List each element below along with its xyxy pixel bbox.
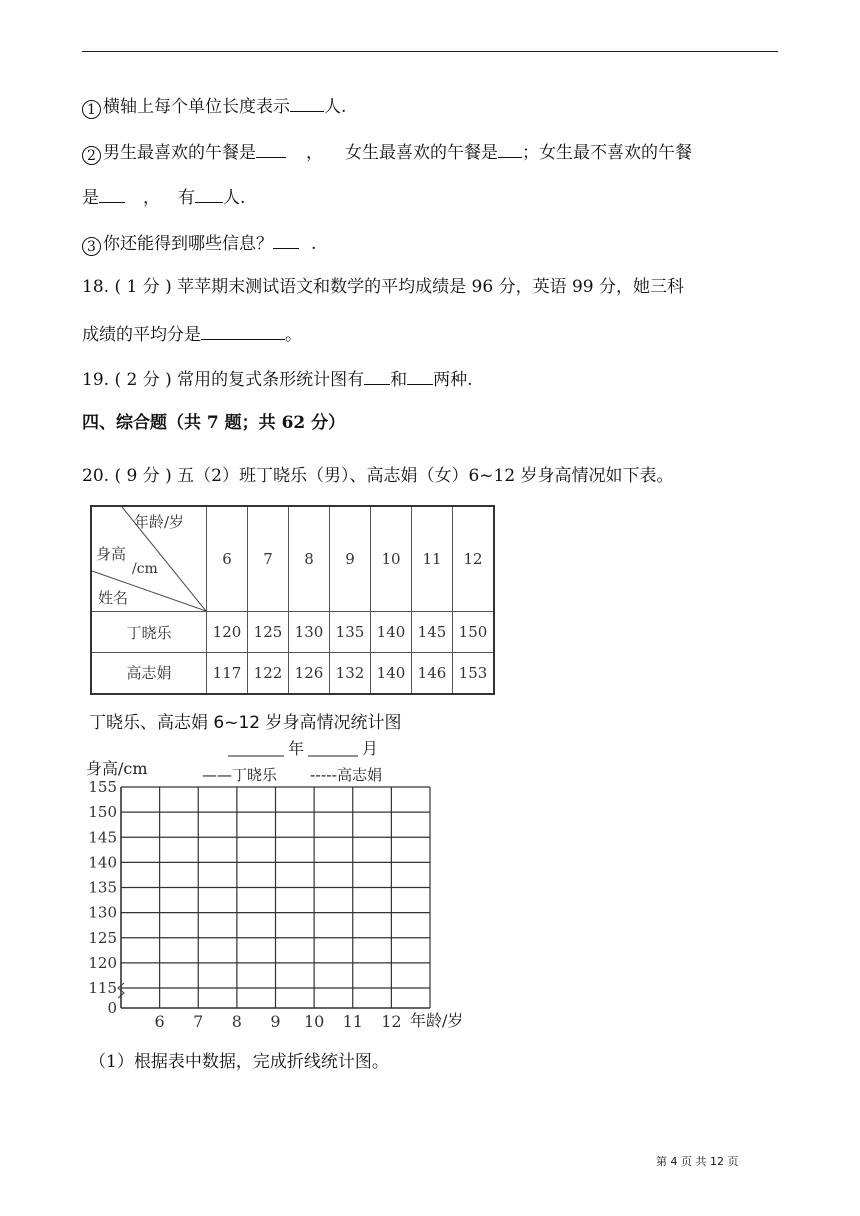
circled-number: 1 bbox=[82, 100, 101, 119]
date-month-label: 月 bbox=[362, 739, 379, 758]
legend-girl: -----高志娟 bbox=[310, 766, 383, 784]
q17-item-2-cont: 是 ， 有 人. bbox=[82, 185, 245, 209]
answer-blank[interactable] bbox=[364, 367, 390, 385]
y-tick-label: 125 bbox=[88, 928, 117, 947]
axis-break-mark bbox=[118, 983, 124, 998]
age-header: 6 bbox=[207, 506, 248, 612]
row-name: 高志娟 bbox=[91, 653, 207, 694]
table-cell: 140 bbox=[371, 653, 412, 694]
age-header: 8 bbox=[289, 506, 330, 612]
legend-boy: ——丁晓乐 bbox=[202, 766, 278, 784]
corner-age-label: 年龄/岁 bbox=[134, 513, 185, 531]
corner-height-label: 身高 bbox=[96, 545, 127, 563]
answer-blank[interactable] bbox=[201, 322, 285, 340]
q19-line: 19. ( 2 分 ) 常用的复式条形统计图有 和 两种. bbox=[82, 367, 473, 391]
answer-blank[interactable] bbox=[256, 140, 286, 158]
table-cell: 153 bbox=[453, 653, 495, 694]
table-cell: 135 bbox=[330, 612, 371, 653]
y-tick-label: 145 bbox=[88, 828, 117, 847]
table-cell: 126 bbox=[289, 653, 330, 694]
table-cell: 120 bbox=[207, 612, 248, 653]
y-tick-label: 120 bbox=[88, 953, 117, 972]
age-header: 12 bbox=[453, 506, 495, 612]
x-axis-label: 年龄/岁 bbox=[410, 1011, 464, 1030]
x-tick-label: 10 bbox=[303, 1012, 325, 1031]
age-header: 9 bbox=[330, 506, 371, 612]
corner-cell bbox=[91, 506, 207, 612]
chart-title: 丁晓乐、高志娟 6~12 岁身高情况统计图 bbox=[89, 713, 402, 733]
corner-name-label: 姓名 bbox=[98, 589, 129, 607]
y-tick-label: 115 bbox=[88, 979, 117, 997]
y-tick-label: 130 bbox=[88, 903, 117, 922]
answer-blank[interactable] bbox=[99, 185, 125, 203]
y-tick-label: 140 bbox=[88, 853, 117, 872]
y-tick-label: 0 bbox=[107, 999, 117, 1017]
table-row bbox=[91, 653, 494, 694]
y-axis-label: 身高/cm bbox=[86, 759, 148, 778]
table-cell: 130 bbox=[289, 612, 330, 653]
answer-blank[interactable] bbox=[195, 185, 223, 203]
table-cell: 122 bbox=[248, 653, 289, 694]
answer-blank[interactable] bbox=[290, 94, 324, 112]
answer-blank[interactable] bbox=[407, 367, 433, 385]
x-tick-label: 11 bbox=[342, 1012, 363, 1031]
header-rule bbox=[82, 51, 778, 52]
table-cell: 125 bbox=[248, 612, 289, 653]
date-year-label: 年 bbox=[288, 739, 305, 758]
answer-blank[interactable] bbox=[498, 140, 522, 158]
q17-item-2: 2 男生最喜欢的午餐是 ， 女生最喜欢的午餐是 ；女生最不喜欢的午餐 bbox=[82, 140, 692, 165]
x-tick-labels bbox=[155, 1012, 402, 1031]
x-tick-label: 12 bbox=[381, 1012, 402, 1031]
table-cell: 140 bbox=[371, 612, 412, 653]
page-footer: 第 4 页 共 12 页 bbox=[656, 1155, 739, 1168]
q20-intro: 20. ( 9 分 ) 五（2）班丁晓乐（男）、高志娟（女）6~12 岁身高情况如下表。 bbox=[82, 466, 674, 486]
circled-number: 3 bbox=[82, 237, 101, 256]
line-chart bbox=[78, 732, 498, 1032]
table-cell: 132 bbox=[330, 653, 371, 694]
answer-blank[interactable] bbox=[273, 231, 299, 249]
table-cell: 150 bbox=[453, 612, 495, 653]
age-header: 11 bbox=[412, 506, 453, 612]
table-row bbox=[91, 612, 494, 653]
age-header: 7 bbox=[248, 506, 289, 612]
q17-item-1: 1 横轴上每个单位长度表示 人. bbox=[82, 94, 346, 119]
table-cell: 145 bbox=[412, 612, 453, 653]
x-tick-label: 8 bbox=[231, 1012, 242, 1031]
section-heading: 四、综合题（共 7 题；共 62 分） bbox=[82, 413, 346, 433]
table-cell: 146 bbox=[412, 653, 453, 694]
q20-task-1: （1）根据表中数据，完成折线统计图。 bbox=[89, 1052, 389, 1072]
x-tick-label: 6 bbox=[154, 1012, 165, 1031]
circled-number: 2 bbox=[82, 146, 101, 165]
table-cell: 117 bbox=[207, 653, 248, 694]
q17-item-3: 3 你还能得到哪些信息？ . bbox=[82, 231, 316, 256]
y-tick-label: 135 bbox=[88, 878, 117, 897]
y-tick-labels bbox=[88, 778, 117, 1017]
chart-grid bbox=[121, 787, 430, 1008]
x-tick-label: 7 bbox=[193, 1012, 204, 1031]
age-header: 10 bbox=[371, 506, 412, 612]
corner-unit-label: /cm bbox=[132, 561, 158, 577]
row-name: 丁晓乐 bbox=[91, 612, 207, 653]
height-table bbox=[90, 505, 495, 695]
q18-line-1: 18. ( 1 分 ) 苹苹期末测试语文和数学的平均成绩是 96 分，英语 99 分，她三科 bbox=[82, 277, 685, 297]
y-tick-label: 155 bbox=[88, 778, 117, 796]
y-tick-label: 150 bbox=[88, 803, 117, 822]
x-tick-label: 9 bbox=[270, 1012, 281, 1031]
q18-line-2: 成绩的平均分是 。 bbox=[82, 322, 302, 346]
